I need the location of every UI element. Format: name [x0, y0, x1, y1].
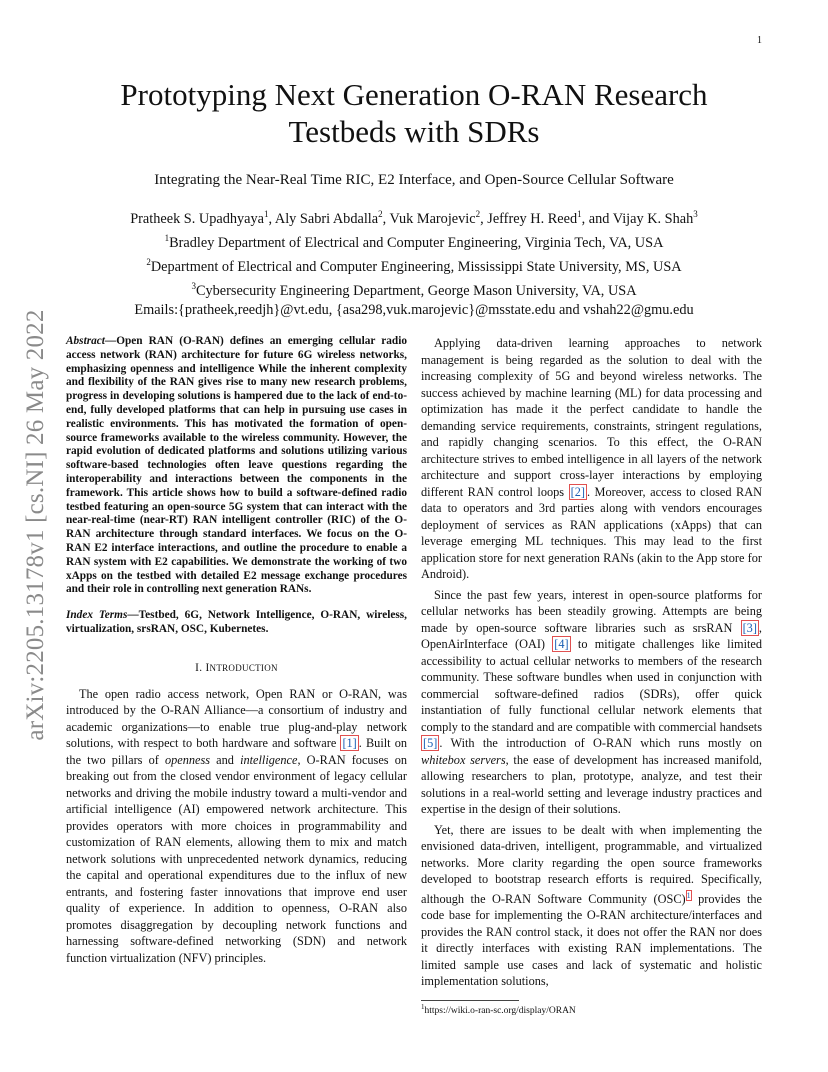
- author-list: [0, 205, 828, 229]
- author-block: [0, 205, 828, 320]
- citation-link[interactable]: [4]: [554, 637, 569, 651]
- abstract-lead: Abstract: [66, 335, 105, 347]
- author-affil-sup: 1: [577, 209, 582, 219]
- affil-sup: 3: [191, 281, 196, 291]
- footnote-url[interactable]: https://wiki.o-ran-sc.org/display/ORAN: [424, 1006, 576, 1016]
- footnote-link[interactable]: 1: [686, 890, 691, 900]
- title-block: [0, 76, 828, 320]
- index-terms-lead: Index Terms: [66, 609, 128, 622]
- author-name: Vijay K. Shah: [612, 211, 694, 227]
- affiliation-1: [0, 229, 828, 253]
- footnote-sup: 1: [421, 1003, 425, 1011]
- arxiv-stamp: arXiv:2205.13178v1 [cs.NI] 26 May 2022: [22, 309, 49, 741]
- text-run: to mitigate challenges like limited accessibility to actual cellular networks to members of the research community. These software bundles when used in conjunction with commercial software-defined radios (SDRs), offer quick instantiation of fully functional cellular network elements that comply to the standard and are compatible with commercial handsets: [421, 637, 763, 734]
- title-line-2: Testbeds with SDRs: [288, 114, 540, 149]
- index-terms-text: —Testbed, 6G, Network Intelligence, O-RAN, wireless, virtualization, srsRAN, OSC, Kubernetes.: [66, 609, 407, 635]
- text-run: The open radio access network, Open RAN or O-RAN, was introduced by the O-RAN Alliance—a consortium of industry and academic organizations—to enable true plug-and-play network solutions, with respect to both hardware and software: [66, 686, 407, 751]
- author-name: Vuk Marojevic: [389, 211, 476, 227]
- affil-sup: 1: [164, 233, 170, 243]
- citation-link[interactable]: [2]: [570, 484, 585, 499]
- emphasis-text: openness: [164, 752, 211, 767]
- author-affil-sup: 2: [475, 209, 481, 219]
- index-terms: [66, 609, 407, 637]
- author-separator: ,: [382, 211, 390, 227]
- citation-link[interactable]: [1]: [342, 736, 357, 751]
- intro-paragraph-1: [66, 686, 407, 967]
- affiliation-2: [0, 253, 828, 277]
- footnote: [421, 997, 762, 1016]
- right-column: [421, 335, 762, 990]
- affil-text: Cybersecurity Engineering Department, George Mason University, VA, USA: [195, 283, 637, 299]
- author-separator: ,: [268, 211, 275, 227]
- text-run: Yet, there are issues to be dealt with when implementing the envisioned data-driven, intelligent, programmable, and virtualized networks. More clarity regarding the open source frameworks developed to bootstrap research efforts is required. Specifically, although the O-RAN Software Community (OSC): [421, 822, 762, 906]
- citation-link[interactable]: [3]: [742, 620, 757, 635]
- intro-paragraph-2: [421, 335, 762, 583]
- abstract-text: —Open RAN (O-RAN) defines an emerging cellular radio access network (RAN) architecture for future 6G wireless networks, emphasizing openness and intelligence While the inherent complexity and flexibility of the RAN gives rise to many new research problems, progress in developing solutions is hampered due to the lack of end-to-end, fully developed platforms that can help in pursuing use cases in realistic environments. This has motivated the formation of open-source frameworks available to the wireless community. However, the rapid evolution of dedicated platforms and solutions utilizing various software-based technologies often leave questions regarding the interoperability and interactions between the components in the framework. This article shows how to build a software-defined radio testbed featuring an open-source 5G system that can interact with the near-real-time (near-RT) RAN intelligent controller (RIC) of the O-RAN architecture through standard interfaces. We focus on the O-RAN E2 interface interactions, and outline the procedure to enable a RAN system with E2 capabilities. We demonstrate the working of two xApps on the testbed with detailed E2 message exchange procedures and their role in controlling next generation RANs.: [66, 335, 407, 596]
- text-run: and: [210, 752, 241, 767]
- left-column: [66, 335, 407, 966]
- affil-sup: 2: [146, 257, 151, 267]
- emails: Emails:{pratheek,reedjh}@vt.edu, {asa298,vuk.marojevic}@msstate.edu and vshah22@gmu.edu: [134, 302, 694, 318]
- page-number: 1: [757, 35, 762, 46]
- affiliation-3: [0, 277, 828, 301]
- intro-paragraph-3: [421, 587, 762, 818]
- author-separator: , and: [581, 211, 613, 227]
- text-run: , O-RAN focuses on breaking out from the closed vendor environment of legacy cellular networks and driving the mobile industry toward a multi-vendor and artificial intelligence (AI) empowered network architecture. This provides operators with more choices in programmability and customization of RAN elements, allowing them to mix and match network solutions with unprecedented network dynamics, reducing the capital and operational expenditures due to the influx of new entrants, and fostering faster innovations that improve end user quality of experience. In addition to openness, O-RAN also promotes disaggregation by decoupling network functions and harnessing software-defined networking (SDN) and network function virtualization (NFV) principles.: [66, 752, 407, 965]
- text-run: , OpenAirInterface (OAI): [421, 620, 762, 651]
- emphasis-text: intelligence: [240, 752, 298, 767]
- author-affil-sup: 1: [264, 209, 269, 219]
- text-run: Since the past few years, interest in open-source platforms for cellular networks has been steadily growing. Attempts are being made by open-source software libraries such as srsRAN: [421, 587, 762, 635]
- text-run: provides the code base for implementing the O-RAN architecture/interfaces and provides the RAN control stack, it does not offer the RAN nor does it directly interfaces with existing RAN implementations. The limited sample use cases and lack of systematic and holistic implementation solutions,: [421, 891, 762, 988]
- author-affil-sup: 3: [693, 209, 698, 219]
- author-name: Aly Sabri Abdalla: [274, 211, 379, 227]
- text-run: . With the introduction of O-RAN which runs mostly on: [439, 736, 762, 750]
- abstract: [66, 335, 407, 597]
- affil-text: Department of Electrical and Computer Engineering, Mississippi State University, MS, USA: [150, 259, 682, 275]
- text-run: . Moreover, access to closed RAN data to operators and 3rd parties along with vendors encourages deployment of services as RAN applications (xApps) that can leverage emerging ML techniques. This may lead to the first application store for next generation RANs (akin to the App store for Android).: [421, 484, 762, 581]
- paper-title: [0, 76, 828, 150]
- title-line-1: Prototyping Next Generation O-RAN Research: [120, 77, 708, 112]
- text-run: Applying data-driven learning approaches to network management is being regarded as the solution to deal with the increasing complexity of 5G and beyond wireless networks. The success achieved by machine learning (ML) for data processing and optimization has made it the perfect candidate to handle the demanding service requirements, constraints, stringent regulations, and rapidly changing scenarios. To this effect, the O-RAN architecture strives to embed intelligence in all layers of the network architecture and support cross-layer interactions by employing different RAN control loops: [421, 336, 762, 499]
- paper-subtitle: Integrating the Near-Real Time RIC, E2 Interface, and Open-Source Cellular Software: [154, 172, 674, 188]
- author-name: Jeffrey H. Reed: [487, 211, 578, 227]
- author-name: Pratheek S. Upadhyaya: [130, 211, 264, 227]
- citation-link[interactable]: [5]: [423, 736, 438, 750]
- author-affil-sup: 2: [378, 209, 383, 219]
- author-separator: ,: [480, 211, 488, 227]
- text-run: , the ease of development has increased manifold, allowing researchers to plan, prototype, analyze, and test their solutions in a real-world setting and leverage industry practices and expertise in the design of their solutions.: [421, 752, 762, 816]
- text-run: . Built on the two pillars of: [66, 736, 408, 767]
- intro-paragraph-4: [421, 822, 762, 990]
- affil-text: Bradley Department of Electrical and Computer Engineering, Virginia Tech, VA, USA: [169, 235, 664, 251]
- section-heading: I. INTRODUCTION: [195, 661, 278, 674]
- emphasis-text: whitebox servers: [421, 752, 506, 767]
